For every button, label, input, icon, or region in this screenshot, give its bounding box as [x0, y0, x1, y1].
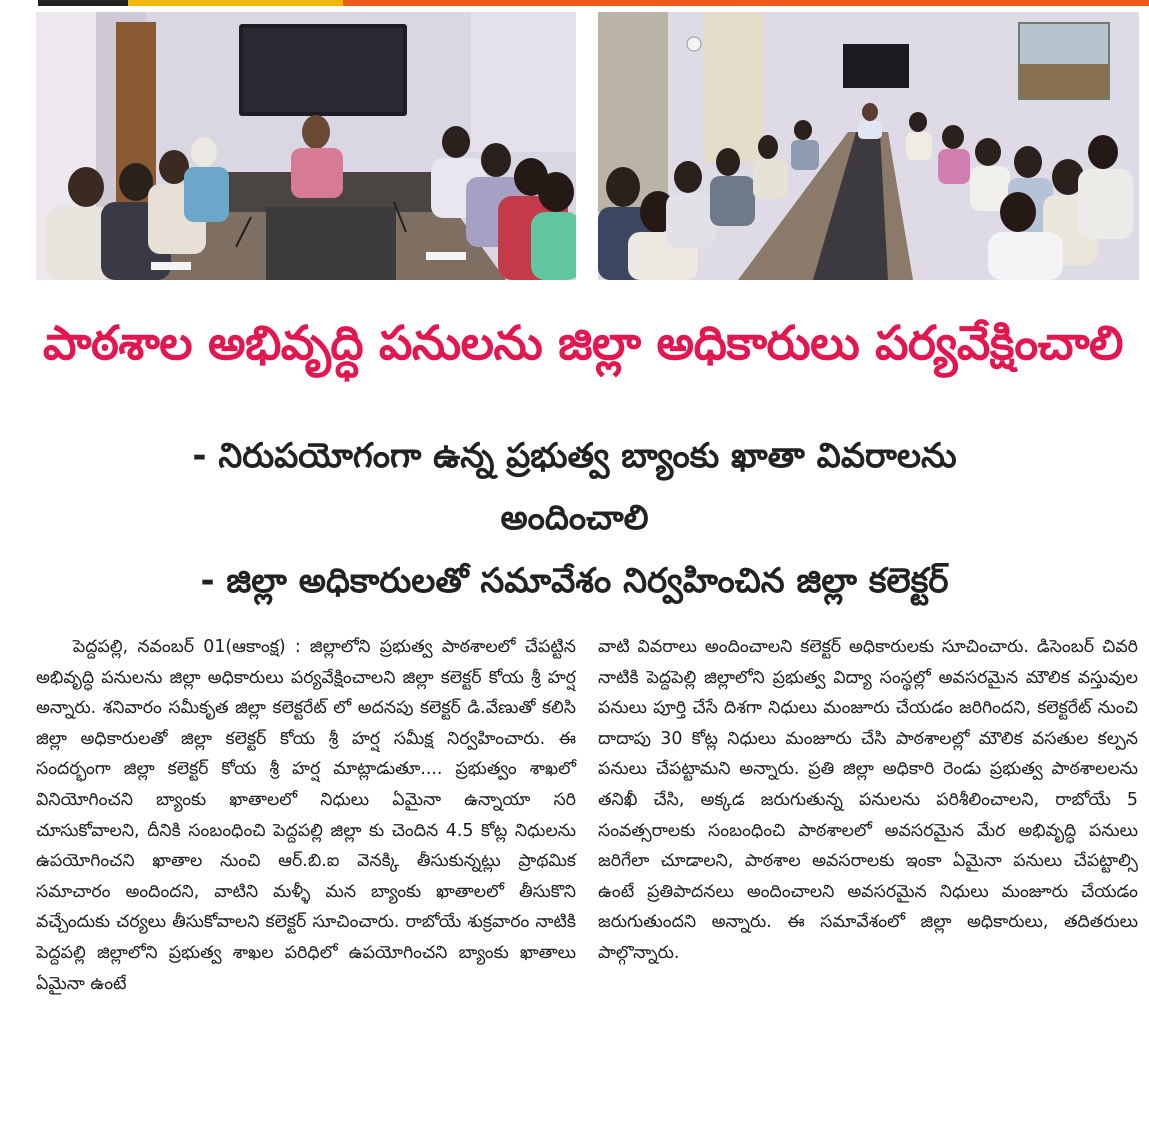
top-accent-yellow: [128, 0, 343, 6]
article-column-right: [598, 632, 1138, 969]
subheadline-1: - నిరుపయోగంగా ఉన్న ప్రభుత్వ బ్యాంకు ఖాతా వివరాలను: [192, 436, 957, 476]
top-accent-bar: [0, 0, 1149, 6]
top-accent-orange: [343, 0, 1149, 6]
article-right-text: వాటి వివరాలు అందించాలని కలెక్టర్ అధికారులకు సూచించారు. డిసెంబర్ చివరి నాటికి పెద్దపెల్లి జిల్లాలోని ప్రభుత్వ విద్యా సంస్థల్లో అవసరమైన మౌలిక వస్తువుల పనులు పూర్తి చేసే దిశగా నిధులు మంజూరు చేయడం జరిగిందని, కలెక్టరేట్ నుంచి దాదాపు 30 కోట్ల నిధులు మంజూరు చేసి పాఠశాలల్లో మౌలిక వసతుల కల్పన పనులు చేపట్టామని అన్నారు. ప్రతి జిల్లా అధికారి రెండు ప్రభుత్వ పాఠశాలలను తనిఖీ చేసి, అక్కడ జరుగుతున్న పనులను పరిశీలించాలని, రాబోయే 5 సంవత్సరాలకు సంబంధించి పాఠశాలలో అవసరమైన మేర అభివృద్ధి పనులు జరిగేలా చూడాలని, పాఠశాల అవసరాలకు ఇంకా ఏమైనా పనులు చేపట్టాల్సి ఉంటే ప్రతిపాదనలు అందించాలని అవసరమైన నిధులు మంజూరు చేయడం జరుగుతుందని అన్నారు. ఈ సమావేశంలో జిల్లా అధికారులు, తదితరులు పాల్గొన్నారు.: [598, 637, 1138, 963]
meeting-photo-right: [598, 12, 1139, 280]
subheadline-2: - జిల్లా అధికారులతో సమావేశం నిర్వహించిన జిల్లా కలెక్టర్: [200, 561, 949, 601]
headline: పాఠశాల అభివృద్ధి పనులను జిల్లా అధికారులు పర్యవేక్షించాలి: [43, 316, 1123, 371]
article-left-text: జిల్లాలోని ప్రభుత్వ పాఠశాలలో చేపట్టిన అభివృద్ధి పనులను జిల్లా అధికారులు పర్యవేక్షించాలని జిల్లా కలెక్టర్ కోయ శ్రీ హర్ష అన్నారు. శనివారం సమీకృత జిల్లా కలెక్టరేట్ లో అదనపు కలెక్టర్ డి.వేణుతో కలిసి జిల్లా అధికారులతో జిల్లా కలెక్టర్ కోయ శ్రీ హర్ష సమీక్ష నిర్వహించారు. ఈ సందర్భంగా జిల్లా కలెక్టర్ కోయ శ్రీ హర్ష మాట్లాడుతూ.... ప్రభుత్వం శాఖలో వినియోగించని బ్యాంకు ఖాతాలలో నిధులు ఏమైనా ఉన్నాయా సరి చూసుకోవాలని, దీనికి సంబంధించి పెద్దపల్లి జిల్లా కు చెందిన 4.5 కోట్ల నిధులను ఉపయోగించని ఖాతాల నుంచి ఆర్.బి.ఐ వెనక్కి తీసుకున్నట్లు ప్రాథమిక సమాచారం అందిందని, వాటిని మళ్ళీ మన బ్యాంకు ఖాతాలలో తీసుకొని వచ్చేందుకు చర్యలు తీసుకోవాలని కలెక్టర్ సూచించారు. రాబోయే శుక్రవారం నాటికి పెద్దపల్లి జిల్లాలోని ప్రభుత్వ శాఖల పరిధిలో ఉపయోగించని బ్యాంకు ఖాతాలు ఏమైనా ఉంటే: [36, 637, 576, 994]
meeting-photo-left: [36, 12, 576, 280]
article-dateline: పెద్దపల్లి, నవంబర్ 01(ఆకాంక్ష) :: [72, 637, 301, 657]
top-accent-dark: [38, 0, 128, 6]
subheadline-1-continued: అందించాలి: [500, 498, 649, 538]
article-column-left: [36, 632, 576, 999]
